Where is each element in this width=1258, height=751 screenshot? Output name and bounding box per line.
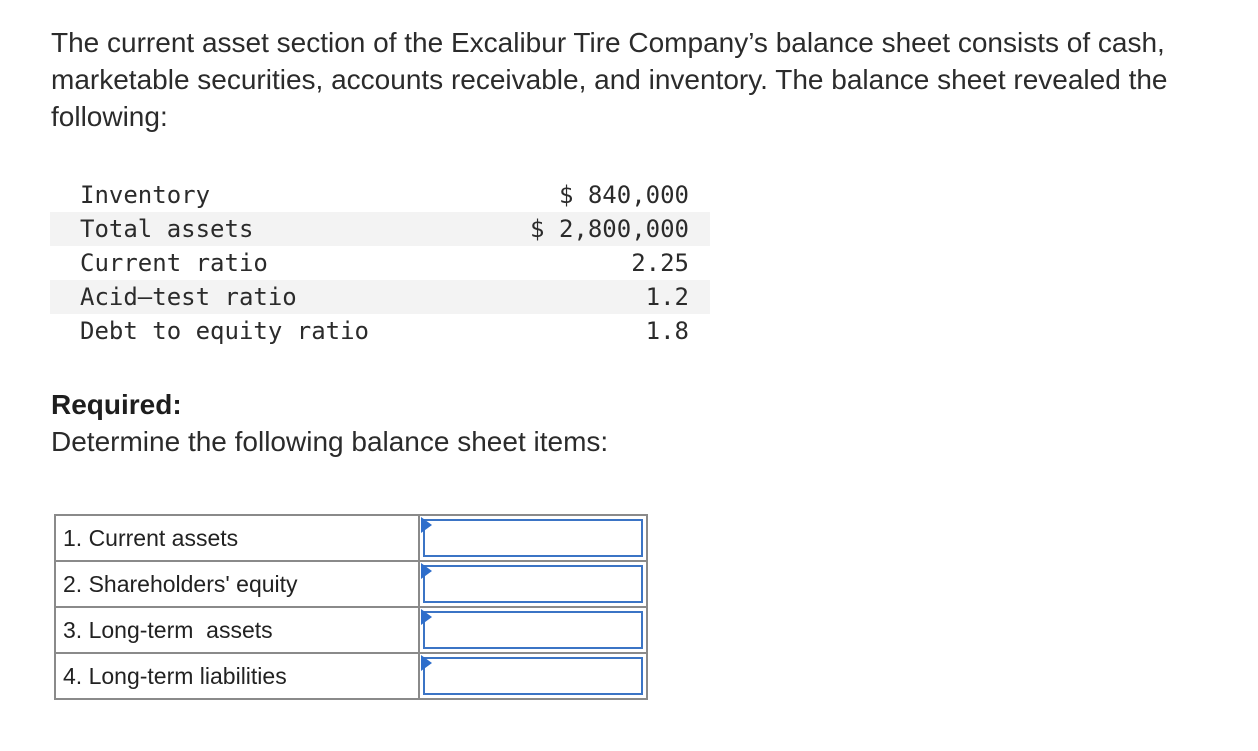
data-row-acid-test-ratio: [50, 280, 710, 314]
data-label: Debt to equity ratio: [80, 317, 369, 345]
data-label: Current ratio: [80, 249, 268, 277]
data-value: 2.25: [631, 249, 689, 277]
answer-table: [54, 514, 648, 700]
input-flag-icon: [421, 517, 432, 533]
answer-row-long-term-liabilities: [55, 653, 647, 699]
long-term-liabilities-input[interactable]: [423, 657, 643, 695]
given-data-table: [50, 178, 710, 348]
answer-row-current-assets: [55, 515, 647, 561]
answer-cell: [419, 561, 647, 607]
data-row-debt-to-equity: [50, 314, 710, 348]
required-heading: Required:: [51, 389, 182, 420]
answer-row-long-term-assets: [55, 607, 647, 653]
data-value: 1.8: [645, 317, 689, 345]
data-label: Acid–test ratio: [50, 280, 472, 314]
answer-cell: [419, 515, 647, 561]
answer-label: 1. Current assets: [55, 515, 419, 561]
shareholders-equity-input[interactable]: [423, 565, 643, 603]
answer-cell: [419, 607, 647, 653]
input-flag-icon: [421, 655, 432, 671]
data-value: $ 2,800,000: [472, 212, 710, 246]
current-assets-input[interactable]: [423, 519, 643, 557]
answer-row-shareholders-equity: [55, 561, 647, 607]
answer-label: 2. Shareholders' equity: [55, 561, 419, 607]
input-flag-icon: [421, 609, 432, 625]
answer-label: 4. Long-term liabilities: [55, 653, 419, 699]
answer-label: 3. Long-term assets: [55, 607, 419, 653]
data-row-inventory: [50, 178, 710, 212]
problem-intro: The current asset section of the Excalibur Tire Company’s balance sheet consists of cash, marketable securities, accounts receivable, and inventory. The balance sheet revealed the following:: [51, 27, 1168, 132]
data-row-total-assets: [50, 212, 710, 246]
required-instruction: Determine the following balance sheet items:: [51, 426, 609, 457]
answer-cell: [419, 653, 647, 699]
data-label: Inventory: [80, 181, 211, 209]
data-row-current-ratio: [50, 246, 710, 280]
data-label: Total assets: [50, 212, 472, 246]
long-term-assets-input[interactable]: [423, 611, 643, 649]
input-flag-icon: [421, 563, 432, 579]
data-value: 1.2: [472, 280, 710, 314]
data-value: $ 840,000: [558, 181, 689, 209]
